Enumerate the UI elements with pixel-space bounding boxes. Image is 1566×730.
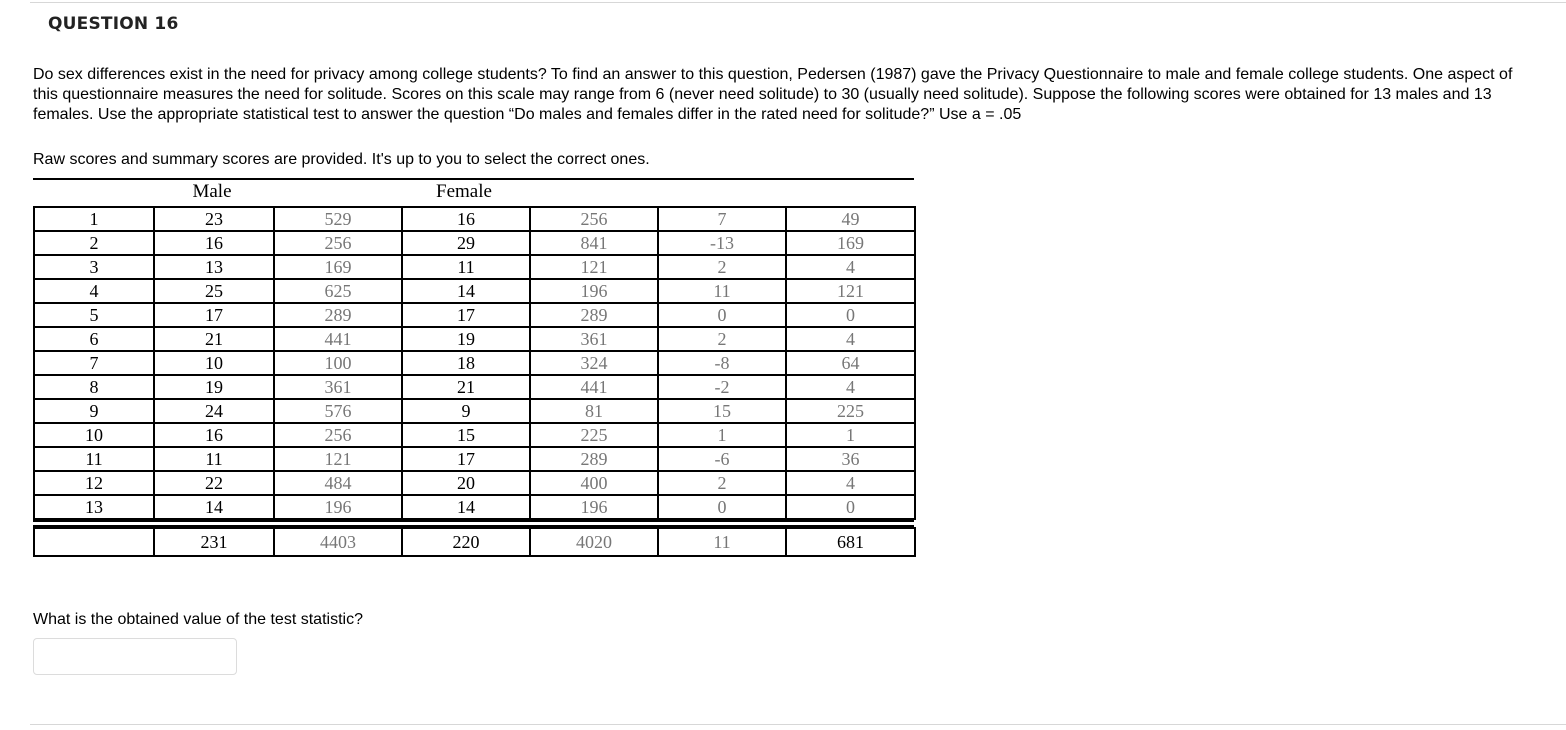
difference-squared-cell: 64: [786, 351, 915, 375]
male-squared-cell: 196: [274, 495, 402, 519]
answer-prompt: What is the obtained value of the test statistic?: [33, 611, 363, 628]
answer-input[interactable]: [33, 638, 237, 675]
male-squared-cell: 625: [274, 279, 402, 303]
female-score-cell: 17: [402, 447, 530, 471]
difference-total-cell: 11: [658, 528, 786, 556]
difference-cell: -13: [658, 231, 786, 255]
table-row: [34, 447, 915, 471]
table-row: [34, 207, 915, 231]
scores-rows: [34, 207, 915, 519]
male-squared-cell: 169: [274, 255, 402, 279]
female-score-cell: 18: [402, 351, 530, 375]
question-body: [33, 65, 1533, 125]
top-divider: [30, 2, 1566, 3]
difference-cell: 1: [658, 423, 786, 447]
row-number-cell: 6: [34, 327, 154, 351]
female-squared-cell: 289: [530, 303, 658, 327]
female-squared-cell: 196: [530, 495, 658, 519]
female-squared-cell: 225: [530, 423, 658, 447]
difference-cell: 2: [658, 255, 786, 279]
female-squared-cell: 361: [530, 327, 658, 351]
male-score-cell: 14: [154, 495, 274, 519]
male-score-cell: 11: [154, 447, 274, 471]
male-score-cell: 25: [154, 279, 274, 303]
male-score-cell: 19: [154, 375, 274, 399]
header-female: Female: [436, 181, 492, 202]
difference-cell: 2: [658, 327, 786, 351]
female-squared-cell: 196: [530, 279, 658, 303]
difference-cell: -2: [658, 375, 786, 399]
table-row: [34, 399, 915, 423]
male-score-cell: 16: [154, 231, 274, 255]
table-note: Raw scores and summary scores are provided. It's up to you to select the correct ones.: [33, 151, 650, 168]
difference-cell: -8: [658, 351, 786, 375]
difference-squared-total-cell: 681: [786, 528, 915, 556]
male-score-cell: 17: [154, 303, 274, 327]
male-squared-cell: 256: [274, 423, 402, 447]
table-header: [33, 180, 914, 206]
table-row: [34, 231, 915, 255]
male-squared-cell: 484: [274, 471, 402, 495]
totals-grid: [33, 527, 916, 557]
male-squared-cell: 100: [274, 351, 402, 375]
difference-cell: 11: [658, 279, 786, 303]
difference-squared-cell: 169: [786, 231, 915, 255]
table-row: [34, 423, 915, 447]
male-squared-cell: 256: [274, 231, 402, 255]
difference-squared-cell: 1: [786, 423, 915, 447]
difference-squared-cell: 4: [786, 327, 915, 351]
table-row: [34, 375, 915, 399]
female-score-cell: 9: [402, 399, 530, 423]
row-number-cell: 5: [34, 303, 154, 327]
row-number-cell: 7: [34, 351, 154, 375]
difference-squared-cell: 0: [786, 495, 915, 519]
female-score-cell: 11: [402, 255, 530, 279]
female-score-cell: 19: [402, 327, 530, 351]
female-squared-cell: 289: [530, 447, 658, 471]
male-squared-cell: 121: [274, 447, 402, 471]
male-squared-cell: 529: [274, 207, 402, 231]
difference-cell: 2: [658, 471, 786, 495]
female-squared-cell: 400: [530, 471, 658, 495]
table-row: [34, 351, 915, 375]
female-squared-cell: 324: [530, 351, 658, 375]
table-row: [34, 495, 915, 519]
row-number-cell: 10: [34, 423, 154, 447]
female-score-cell: 29: [402, 231, 530, 255]
difference-squared-cell: 36: [786, 447, 915, 471]
male-score-cell: 10: [154, 351, 274, 375]
row-number-cell: 8: [34, 375, 154, 399]
female-score-cell: 20: [402, 471, 530, 495]
scores-grid: [33, 206, 916, 520]
row-number-cell: 11: [34, 447, 154, 471]
row-number-cell: 3: [34, 255, 154, 279]
table-row: [34, 255, 915, 279]
header-male: Male: [192, 181, 232, 202]
totals-row: [34, 528, 915, 556]
female-score-cell: 14: [402, 279, 530, 303]
female-score-cell: 21: [402, 375, 530, 399]
male-squared-cell: 576: [274, 399, 402, 423]
female-score-cell: 17: [402, 303, 530, 327]
difference-cell: -6: [658, 447, 786, 471]
row-number-cell: 4: [34, 279, 154, 303]
table-row: [34, 327, 915, 351]
male-score-cell: 13: [154, 255, 274, 279]
difference-cell: 7: [658, 207, 786, 231]
question-body-text: Do sex differences exist in the need for privacy among college students? To find an answer to this question, Pedersen (1987) gave the Privacy Questionnaire to male and female college students. One aspect of this questionnaire measures the need for solitude. Scores on this scale may range from 6 (never need solitude) to 30 (usually need solitude). Suppose the following scores were obtained for 13 males and 13 females. Use the appropriate statistical test to answer the question “Do males and females differ in the rated need for solitude?” Use a = .05: [33, 66, 1513, 123]
female-squared-cell: 81: [530, 399, 658, 423]
female-squared-cell: 121: [530, 255, 658, 279]
female-score-total-cell: 220: [402, 528, 530, 556]
row-number-total-cell: [34, 528, 154, 556]
difference-squared-cell: 4: [786, 375, 915, 399]
male-squared-cell: 361: [274, 375, 402, 399]
row-number-cell: 13: [34, 495, 154, 519]
female-score-cell: 14: [402, 495, 530, 519]
male-score-total-cell: 231: [154, 528, 274, 556]
female-squared-cell: 256: [530, 207, 658, 231]
table-row: [34, 279, 915, 303]
difference-cell: 15: [658, 399, 786, 423]
male-squared-cell: 289: [274, 303, 402, 327]
female-score-cell: 15: [402, 423, 530, 447]
female-score-cell: 16: [402, 207, 530, 231]
male-score-cell: 22: [154, 471, 274, 495]
female-squared-cell: 841: [530, 231, 658, 255]
scores-table: [33, 178, 914, 557]
male-score-cell: 23: [154, 207, 274, 231]
male-squared-cell: 441: [274, 327, 402, 351]
table-row: [34, 303, 915, 327]
row-number-cell: 12: [34, 471, 154, 495]
male-squared-total-cell: 4403: [274, 528, 402, 556]
row-number-cell: 2: [34, 231, 154, 255]
difference-squared-cell: 225: [786, 399, 915, 423]
difference-squared-cell: 4: [786, 471, 915, 495]
female-squared-total-cell: 4020: [530, 528, 658, 556]
bottom-divider: [30, 724, 1566, 725]
row-number-cell: 9: [34, 399, 154, 423]
difference-cell: 0: [658, 303, 786, 327]
difference-squared-cell: 4: [786, 255, 915, 279]
question-title: QUESTION 16: [48, 14, 179, 34]
female-squared-cell: 441: [530, 375, 658, 399]
difference-squared-cell: 0: [786, 303, 915, 327]
difference-cell: 0: [658, 495, 786, 519]
male-score-cell: 16: [154, 423, 274, 447]
male-score-cell: 24: [154, 399, 274, 423]
row-number-cell: 1: [34, 207, 154, 231]
difference-squared-cell: 121: [786, 279, 915, 303]
totals-separator: [33, 520, 914, 527]
difference-squared-cell: 49: [786, 207, 915, 231]
table-row: [34, 471, 915, 495]
male-score-cell: 21: [154, 327, 274, 351]
